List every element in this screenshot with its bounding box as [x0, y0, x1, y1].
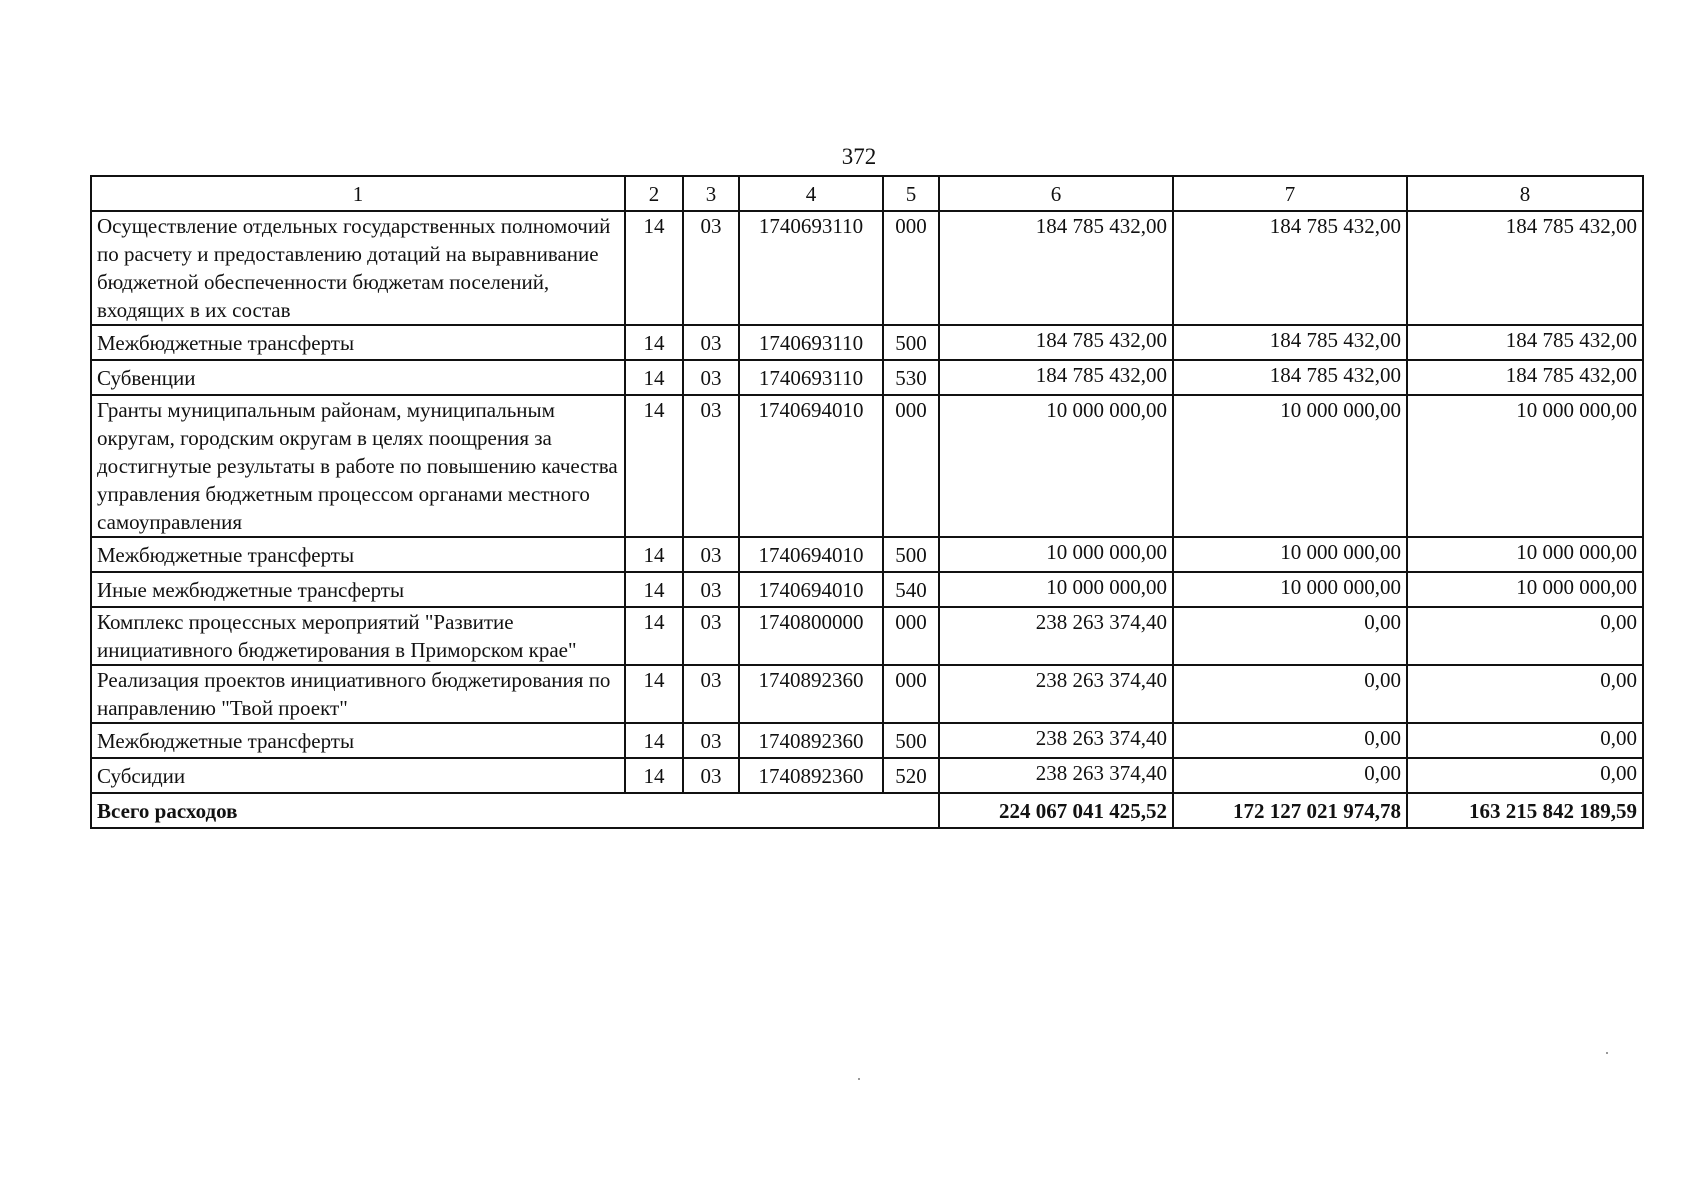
column-header-8: 8 — [1407, 176, 1643, 211]
amount-column-6: 184 785 432,00 — [939, 325, 1173, 360]
scan-speck — [858, 1078, 860, 1080]
amount-column-6: 184 785 432,00 — [939, 211, 1173, 325]
subsection-code: 03 — [683, 572, 739, 607]
subsection-code: 03 — [683, 665, 739, 723]
table-row — [91, 211, 1643, 325]
expense-item-name: Межбюджетные трансферты — [91, 537, 625, 572]
table-row — [91, 537, 1643, 572]
section-code: 14 — [625, 360, 683, 395]
amount-column-6: 238 263 374,40 — [939, 607, 1173, 665]
subsection-code: 03 — [683, 211, 739, 325]
subsection-code: 03 — [683, 325, 739, 360]
column-number-header-row — [91, 176, 1643, 211]
subsection-code: 03 — [683, 723, 739, 758]
table-row — [91, 758, 1643, 793]
amount-column-8: 0,00 — [1407, 607, 1643, 665]
amount-column-6: 184 785 432,00 — [939, 360, 1173, 395]
amount-column-8: 184 785 432,00 — [1407, 325, 1643, 360]
target-article-code: 1740892360 — [739, 758, 883, 793]
target-article-code: 1740693110 — [739, 325, 883, 360]
amount-column-7: 184 785 432,00 — [1173, 211, 1407, 325]
target-article-code: 1740694010 — [739, 572, 883, 607]
amount-column-6: 10 000 000,00 — [939, 537, 1173, 572]
amount-column-7: 0,00 — [1173, 723, 1407, 758]
target-article-code: 1740693110 — [739, 360, 883, 395]
column-header-2: 2 — [625, 176, 683, 211]
section-code: 14 — [625, 607, 683, 665]
expense-item-name: Реализация проектов инициативного бюджетирования по направлению "Твой проект" — [91, 665, 625, 723]
section-code: 14 — [625, 723, 683, 758]
subsection-code: 03 — [683, 537, 739, 572]
target-article-code: 1740892360 — [739, 665, 883, 723]
expense-item-name: Межбюджетные трансферты — [91, 325, 625, 360]
expense-item-name: Гранты муниципальным районам, муниципальным округам, городским округам в целях поощрения за достигнутые результаты в работе по повышению качества управления бюджетным процессом органами местного самоуправления — [91, 395, 625, 537]
amount-column-7: 184 785 432,00 — [1173, 325, 1407, 360]
target-article-code: 1740693110 — [739, 211, 883, 325]
expense-item-name: Субсидии — [91, 758, 625, 793]
target-article-code: 1740694010 — [739, 537, 883, 572]
amount-column-7: 10 000 000,00 — [1173, 537, 1407, 572]
total-amount-column-6: 224 067 041 425,52 — [939, 793, 1173, 828]
section-code: 14 — [625, 758, 683, 793]
column-header-3: 3 — [683, 176, 739, 211]
expense-type-code: 540 — [883, 572, 939, 607]
expense-type-code: 500 — [883, 723, 939, 758]
total-label: Всего расходов — [91, 793, 939, 828]
amount-column-8: 184 785 432,00 — [1407, 360, 1643, 395]
target-article-code: 1740892360 — [739, 723, 883, 758]
subsection-code: 03 — [683, 395, 739, 537]
page-number: 372 — [841, 144, 877, 169]
total-amount-column-7: 172 127 021 974,78 — [1173, 793, 1407, 828]
amount-column-6: 10 000 000,00 — [939, 395, 1173, 537]
column-header-6: 6 — [939, 176, 1173, 211]
amount-column-8: 0,00 — [1407, 723, 1643, 758]
amount-column-6: 238 263 374,40 — [939, 723, 1173, 758]
expense-type-code: 000 — [883, 211, 939, 325]
table-row — [91, 325, 1643, 360]
amount-column-6: 238 263 374,40 — [939, 758, 1173, 793]
amount-column-7: 0,00 — [1173, 607, 1407, 665]
amount-column-6: 10 000 000,00 — [939, 572, 1173, 607]
expense-item-name: Комплекс процессных мероприятий "Развитие инициативного бюджетирования в Приморском крае" — [91, 607, 625, 665]
table-row — [91, 607, 1643, 665]
expense-item-name: Иные межбюджетные трансферты — [91, 572, 625, 607]
expense-type-code: 000 — [883, 395, 939, 537]
expense-type-code: 500 — [883, 537, 939, 572]
amount-column-6: 238 263 374,40 — [939, 665, 1173, 723]
expense-type-code: 000 — [883, 665, 939, 723]
column-header-4: 4 — [739, 176, 883, 211]
budget-expenditure-table — [90, 175, 1644, 829]
subsection-code: 03 — [683, 360, 739, 395]
expense-item-name: Осуществление отдельных государственных полномочий по расчету и предоставлению дотаций на выравнивание бюджетной обеспеченности бюджетам поселений, входящих в их состав — [91, 211, 625, 325]
expense-type-code: 500 — [883, 325, 939, 360]
expense-item-name: Межбюджетные трансферты — [91, 723, 625, 758]
table-row — [91, 360, 1643, 395]
table-row — [91, 665, 1643, 723]
amount-column-8: 10 000 000,00 — [1407, 395, 1643, 537]
column-header-7: 7 — [1173, 176, 1407, 211]
section-code: 14 — [625, 665, 683, 723]
column-header-5: 5 — [883, 176, 939, 211]
section-code: 14 — [625, 537, 683, 572]
total-amount-column-8: 163 215 842 189,59 — [1407, 793, 1643, 828]
amount-column-8: 184 785 432,00 — [1407, 211, 1643, 325]
amount-column-7: 10 000 000,00 — [1173, 395, 1407, 537]
amount-column-7: 0,00 — [1173, 758, 1407, 793]
section-code: 14 — [625, 572, 683, 607]
amount-column-7: 0,00 — [1173, 665, 1407, 723]
section-code: 14 — [625, 325, 683, 360]
expense-type-code: 530 — [883, 360, 939, 395]
amount-column-7: 10 000 000,00 — [1173, 572, 1407, 607]
expense-item-name: Субвенции — [91, 360, 625, 395]
amount-column-8: 10 000 000,00 — [1407, 537, 1643, 572]
section-code: 14 — [625, 395, 683, 537]
target-article-code: 1740800000 — [739, 607, 883, 665]
target-article-code: 1740694010 — [739, 395, 883, 537]
subsection-code: 03 — [683, 758, 739, 793]
scan-speck — [1606, 1052, 1608, 1054]
table-row — [91, 572, 1643, 607]
amount-column-8: 0,00 — [1407, 665, 1643, 723]
section-code: 14 — [625, 211, 683, 325]
table-row — [91, 723, 1643, 758]
amount-column-7: 184 785 432,00 — [1173, 360, 1407, 395]
expense-type-code: 520 — [883, 758, 939, 793]
subsection-code: 03 — [683, 607, 739, 665]
column-header-1: 1 — [91, 176, 625, 211]
amount-column-8: 0,00 — [1407, 758, 1643, 793]
expense-type-code: 000 — [883, 607, 939, 665]
total-row — [91, 793, 1643, 828]
amount-column-8: 10 000 000,00 — [1407, 572, 1643, 607]
table-row — [91, 395, 1643, 537]
